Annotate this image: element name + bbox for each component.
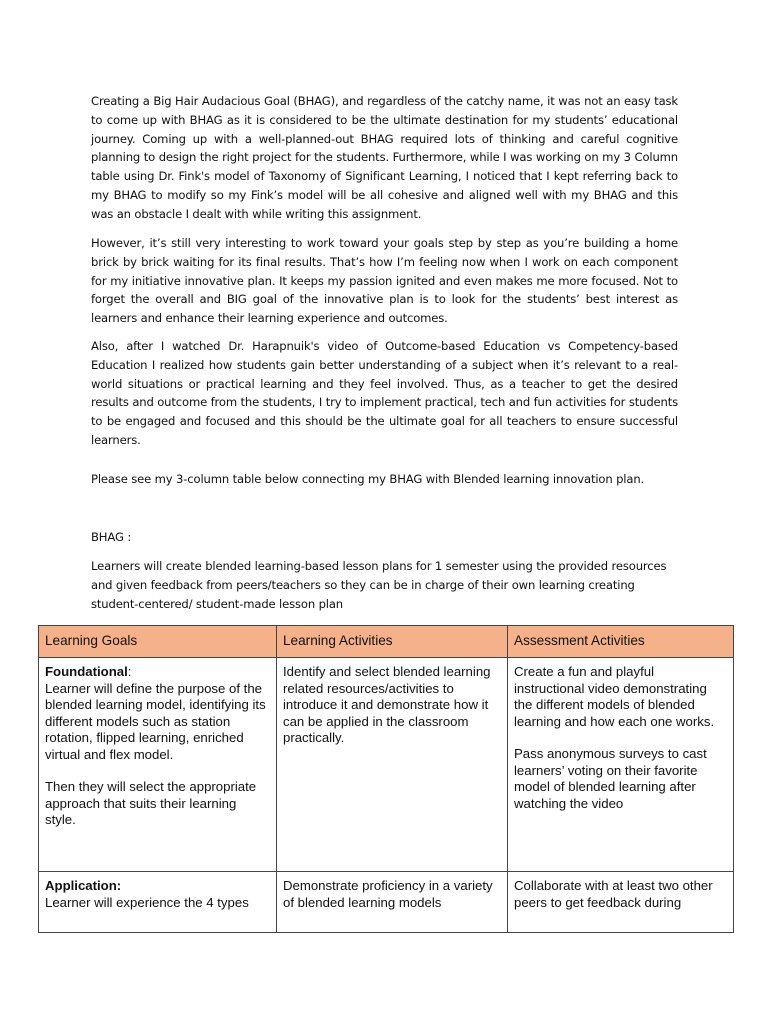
goal-heading (45, 664, 270, 681)
activity-text: Identify and select blended learning related resources/activities to introduce it and demonstrate how it can be applied in the classroom practically. (283, 664, 491, 745)
assessment-cell (508, 872, 734, 933)
body-paragraph-1: Creating a Big Hair Audacious Goal (BHAG), and regardless of the catchy name, it was not an easy task to come up with BHAG as it is considered to be the ultimate destination for my students’ educational journey. Coming up with a well-planned-out BHAG required lots of thinking and careful cognitive planning to design the right project for the students. Furthermore, while I was working on my 3 Column table using Dr. Fink's model of Taxonomy of Significant Learning, I noticed that I kept referring back to my BHAG to modify so my Fink’s model will be all cohesive and aligned well with my BHAG and this was an obstacle I dealt with while writing this assignment. (91, 94, 678, 221)
body-paragraph-3: Also, after I watched Dr. Harapnuik's video of Outcome-based Education vs Competency-based Education I realized how students gain better understanding of a subject when it’s relevant to a real-world situations or practical learning and they feel involved. Thus, as a teacher to get the desired results and outcome from the students, I try to implement practical, tech and fun activities for students to be engaged and focused and this should be the ultimate goal for all teachers to ensure successful learners. (91, 339, 678, 447)
activity-cell (277, 658, 508, 872)
goal-description-2: Then they will select the appropriate approach that suits their learning style. (45, 779, 257, 827)
three-column-table (38, 625, 734, 933)
table-row (39, 658, 734, 872)
assessment-text: Collaborate with at least two other peers to get feedback during (514, 878, 713, 910)
table-header-row (39, 626, 734, 658)
bhag-label: BHAG : (91, 530, 132, 544)
table-row (39, 872, 734, 933)
goal-title: Foundational (45, 664, 128, 679)
bhag-statement: Learners will create blended learning-based lesson plans for 1 semester using the provided resources and given feedback from peers/teachers so they can be in charge of their own learning creating student-centered/ student-made lesson plan (91, 559, 667, 611)
goal-description: Learner will experience the 4 types (45, 894, 249, 910)
activity-cell (277, 872, 508, 933)
goal-title: Application: (45, 878, 122, 893)
header-learning-goals: Learning Goals (39, 626, 277, 658)
goal-description: Learner will define the purpose of the blended learning model, identifying its different models such as station rotation, flipped learning, enriched virtual and flex model. (45, 680, 266, 762)
assessment-cell (508, 658, 734, 872)
table-intro-text: Please see my 3-column table below connecting my BHAG with Blended learning innovation plan. (91, 472, 645, 486)
header-learning-activities: Learning Activities (277, 626, 508, 658)
goal-cell (39, 658, 277, 872)
goal-title-colon: : (127, 664, 132, 679)
goal-cell (39, 872, 277, 933)
body-paragraph-2: However, it’s still very interesting to work toward your goals step by step as you’re building a home brick by brick waiting for its final results. That’s how I’m feeling now when I work on each component for my initiative innovative plan. It keeps my passion ignited and even makes me more focused. Not to forget the overall and BIG goal of the innovative plan is to look for the students’ best interest as learners and enhance their learning experience and outcomes. (91, 236, 678, 326)
header-assessment-activities: Assessment Activities (508, 626, 734, 658)
assessment-text-1: Create a fun and playful instructional video demonstrating the different models of blended learning and how each one works. (514, 664, 715, 729)
assessment-text-2: Pass anonymous surveys to cast learners’ voting on their favorite model of blended learning after watching the video (514, 746, 707, 811)
activity-text: Demonstrate proficiency in a variety of blended learning models (283, 878, 493, 910)
